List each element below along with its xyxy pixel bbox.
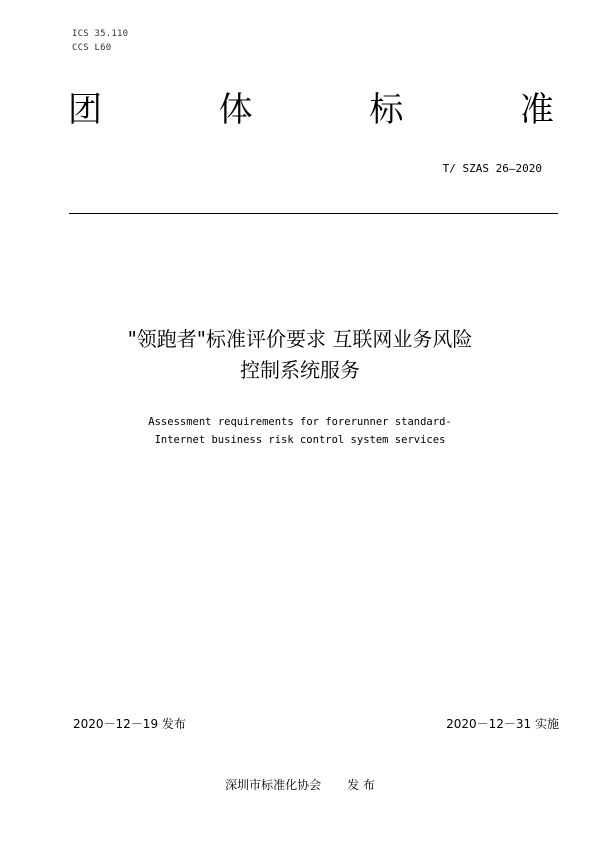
- title-char: 体: [218, 90, 253, 130]
- ccs-classification: CCS L60: [72, 43, 112, 53]
- chinese-title-line-2: 控制系统服务: [240, 358, 360, 382]
- chinese-title-line-1: "领跑者"标准评价要求 互联网业务风险: [127, 327, 473, 351]
- ics-classification: ICS 35.110: [72, 29, 129, 39]
- implementation-date: 2020－12－31 实施: [446, 717, 559, 731]
- english-title: [60, 413, 540, 449]
- title-char: 准: [519, 90, 554, 130]
- publish-action: 发 布: [347, 778, 375, 792]
- title-char: 标: [369, 90, 404, 130]
- publisher-name: 深圳市标准化协会: [225, 778, 322, 792]
- standard-number: T/ SZAS 26—2020: [442, 162, 542, 175]
- chinese-title: [40, 324, 560, 386]
- english-title-line-2: Internet business risk control system services: [154, 434, 446, 446]
- header-divider: [69, 213, 558, 214]
- document-type-title: [68, 86, 554, 134]
- publisher-line: [0, 776, 600, 793]
- issue-date: 2020－12－19 发布: [73, 717, 186, 731]
- title-char: 团: [68, 90, 102, 130]
- english-title-line-1: Assessment requirements for forerunner standard-: [148, 416, 452, 428]
